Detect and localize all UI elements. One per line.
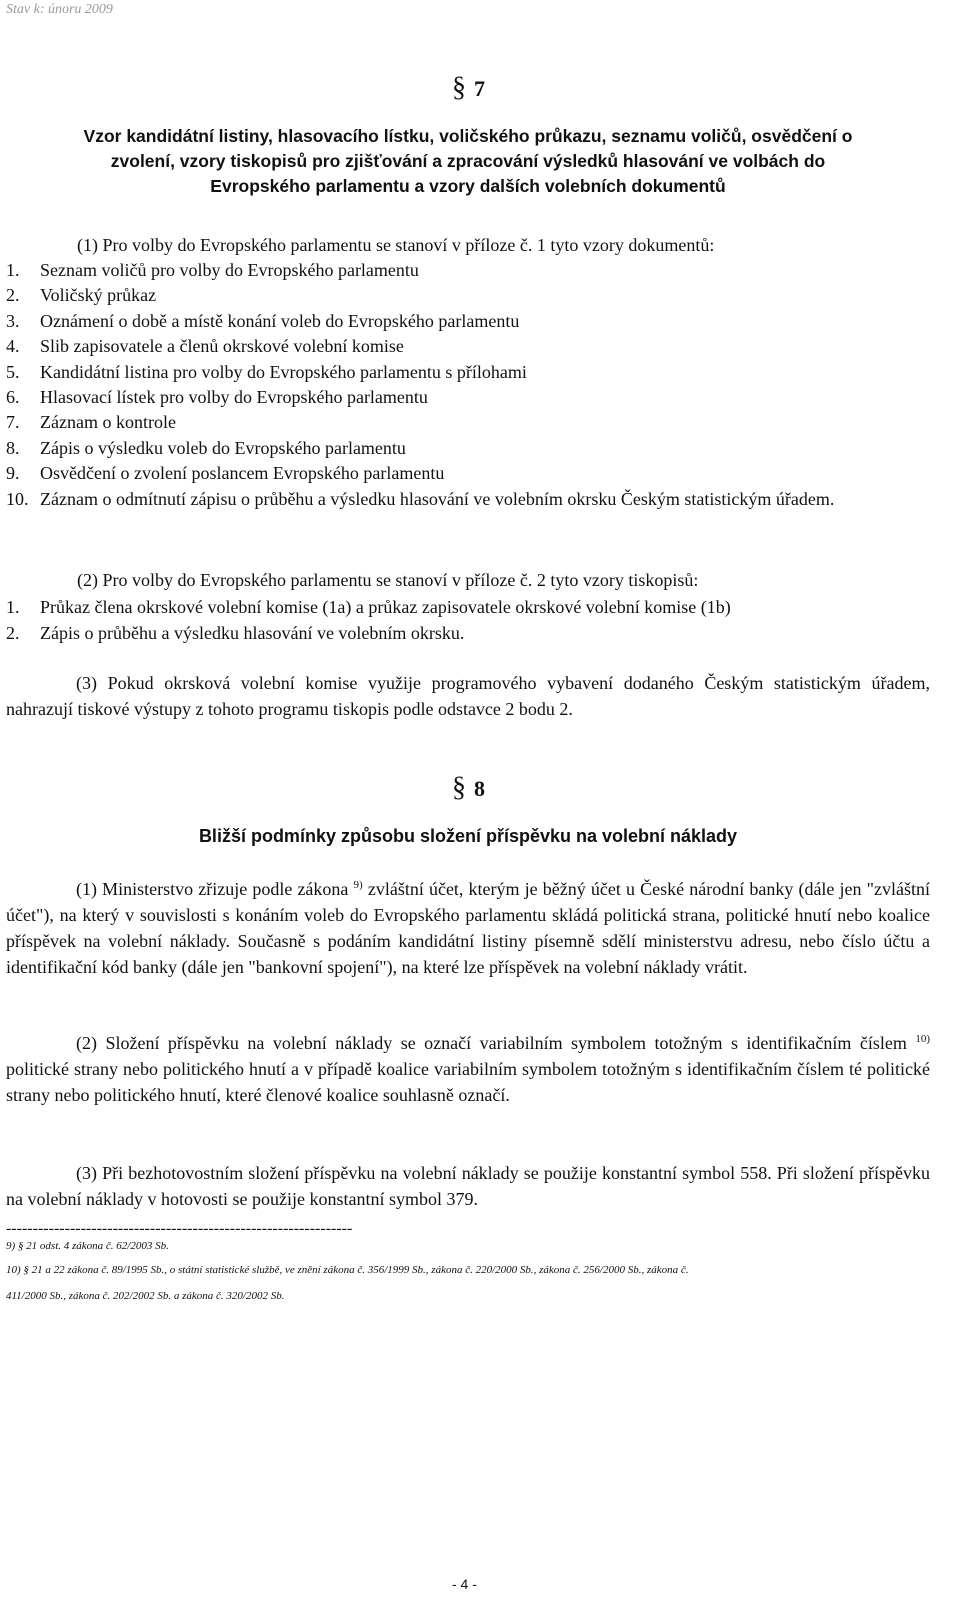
s7-p2-intro: (2) Pro volby do Evropského parlamentu se stanoví v příloze č. 2 tyto vzory tiskopisů:: [77, 570, 699, 590]
title-line: Vzor kandidátní listiny, hlasovacího lístku, voličského průkazu, seznamu voličů, osvědčení o: [83, 126, 853, 146]
s7-paragraph-3: (3) Pokud okrsková volební komise využije programového vybavení dodaného Českým statistickým úřadem, nahrazují tiskové výstupy z tohoto programu tiskopis podle odstavce 2 bodu 2.: [6, 673, 930, 719]
list-item: 1. Seznam voličů pro volby do Evropského parlamentu: [6, 260, 419, 280]
list-item: 3. Oznámení o době a místě konání voleb do Evropského parlamentu: [6, 310, 520, 331]
s8-paragraph-1: (1) Ministerstvo zřizuje podle zákona $^{9)}$ zvláštní účet, kterým je běžný účet u České národní banky (dále jen "zvláštní účet"), na který v souvislosti s konáním voleb do Evropského parlamentu skládá politická strana, politické hnutí nebo koalice příspěvek na volební náklady. Současně s podáním kandidátní listiny písemně sdělí ministerstvu adresu, nebo číslo účtu a identifikační kód banky (dále jen "bankovní spojení"), na které lze příspěvek na volební náklady vrátit.: [6, 879, 930, 977]
list-item: 2. Voličský průkaz: [6, 285, 157, 306]
list-item: 7. Záznam o kontrole: [6, 412, 176, 433]
list-item: 10. Záznam o odmítnutí zápisu o průběhu a výsledku hlasování ve volebním okrsku Českým statistickým úřadem.: [6, 488, 835, 509]
title-line: Evropského parlamentu a vzory dalších volebních dokumentů: [210, 176, 726, 196]
footnote-separator: -----------------------------------------------------------------: [6, 1220, 353, 1237]
footnote-ref-10: 10): [915, 1033, 930, 1045]
s7-p1-list: [6, 258, 930, 512]
list-item: 4. Slib zapisovatele a členů okrskové volební komise: [6, 336, 404, 357]
section-mark: §: [452, 72, 466, 103]
footnote-10-line-2: 411/2000 Sb., zákona č. 202/2002 Sb. a zákona č. 320/2002 Sb.: [6, 1290, 285, 1302]
title-line: zvolení, vzory tiskopisů pro zjišťování a zpracování výsledků hlasování ve volbách do: [110, 151, 826, 171]
s8-paragraph-3: (3) Při bezhotovostním složení příspěvku na volební náklady se použije konstantní symbol 558. Při složení příspěvku na volební náklady v hotovosti se použije konstantní symbol 379.: [6, 1163, 930, 1209]
list-item: 8. Zápis o výsledku voleb do Evropského parlamentu: [6, 437, 406, 458]
section-number: 8: [474, 776, 485, 801]
list-item: 2. Zápis o průběhu a výsledku hlasování ve volebním okrsku.: [6, 623, 465, 643]
list-item: 5. Kandidátní listina pro volby do Evropského parlamentu s přílohami: [6, 361, 527, 382]
section-mark: §: [452, 772, 466, 803]
footnote-9: 9) § 21 odst. 4 zákona č. 62/2003 Sb.: [6, 1240, 169, 1252]
list-item: 6. Hlasovací lístek pro volby do Evropského parlamentu: [6, 387, 428, 408]
page-number: - 4 -: [452, 1576, 477, 1592]
footnote-ref-9: 9): [353, 879, 363, 891]
s8-paragraph-2: (2) Složení příspěvku na volební náklady se označí variabilním symbolem totožným s identifikačním číslem $^{10)}$ politické strany nebo politického hnutí a v případě koalice variabilním symbolem totožným s identifikačním číslem té politické strany nebo politického hnutí, které členové koalice souhlasně označí.: [6, 1033, 930, 1105]
section-heading-8: [452, 772, 485, 804]
section-heading-7: [452, 72, 485, 104]
list-item: 1. Průkaz člena okrskové volební komise (1a) a průkaz zapisovatele okrskové volební komise (1b): [6, 597, 731, 617]
section-number: 7: [474, 76, 485, 101]
footnote-10-line-1: 10) § 21 a 22 zákona č. 89/1995 Sb., o státní statistické službě, ve znění zákona č. 356/1999 Sb., zákona č. 220/2000 Sb., zákona č. 256/2000 Sb., zákona č.: [6, 1264, 689, 1276]
page-header: Stav k: únoru 2009: [6, 2, 113, 17]
section-8-title: Bližší podmínky způsobu složení příspěvku na volební náklady: [198, 826, 738, 846]
list-item: 9. Osvědčení o zvolení poslancem Evropského parlamentu: [6, 463, 445, 484]
s7-p2-list: [6, 594, 930, 646]
section-7-title: [6, 124, 930, 199]
s7-p1-intro: (1) Pro volby do Evropského parlamentu se stanoví v příloze č. 1 tyto vzory dokumentů:: [77, 235, 715, 255]
